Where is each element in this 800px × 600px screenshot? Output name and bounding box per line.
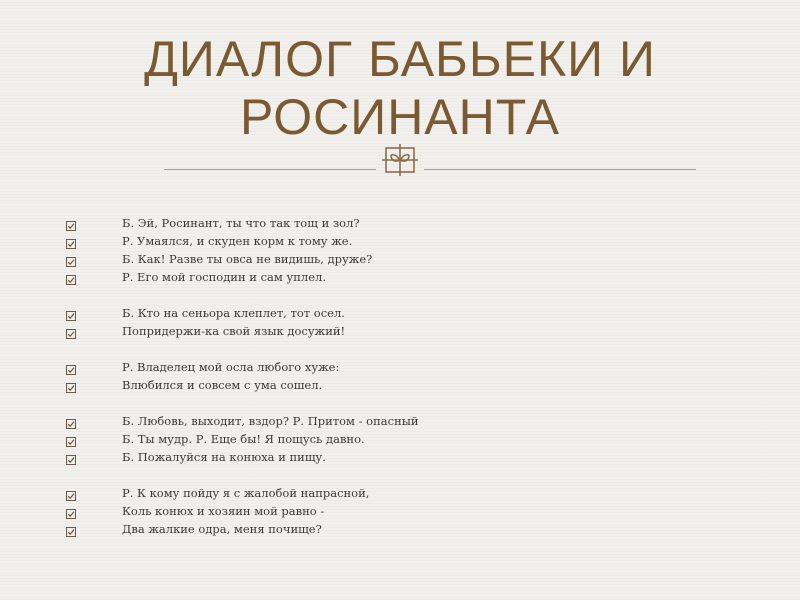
dialog-line-text: Б. Пожалуйся на конюха и пищу. <box>122 450 326 464</box>
checkmark-box-icon <box>66 506 76 516</box>
checkmark-box-icon <box>66 416 76 426</box>
stanza-gap <box>66 466 786 484</box>
title-divider-right <box>424 169 696 170</box>
dialog-line <box>66 448 786 466</box>
dialog-line <box>66 322 786 340</box>
dialog-line <box>66 376 786 394</box>
dialog-line-text: Р. Его мой господин и сам уплел. <box>122 270 327 284</box>
dialog-line <box>66 430 786 448</box>
checkmark-box-icon <box>66 308 76 318</box>
dialog-line-text: Попридержи-ка свой язык досужий! <box>122 324 346 338</box>
dialog-line <box>66 412 786 430</box>
dialog-line <box>66 250 786 268</box>
checkmark-box-icon <box>66 272 76 282</box>
dialog-line <box>66 268 786 286</box>
dialog-line-text: Б. Ты мудр. Р. Еще бы! Я пощусь давно. <box>122 432 365 446</box>
stanza-gap <box>66 394 786 412</box>
dialog-line-text: Р. Умаялся, и скуден корм к тому же. <box>122 234 353 248</box>
dialog-line-text: Влюбился и совсем с ума сошел. <box>122 378 323 392</box>
tied-ribbon-icon <box>380 140 420 180</box>
dialog-line-text: Б. Кто на сеньора клеплет, тот осел. <box>122 306 345 320</box>
checkmark-box-icon <box>66 218 76 228</box>
dialog-line <box>66 520 786 538</box>
stanza-gap <box>66 340 786 358</box>
dialog-line <box>66 214 786 232</box>
dialog-line-text: Б. Любовь, выходит, вздор? Р. Притом - опасный <box>122 414 419 428</box>
dialog-line <box>66 502 786 520</box>
checkmark-box-icon <box>66 488 76 498</box>
dialog-line <box>66 484 786 502</box>
dialog-line-text: Р. К кому пойду я с жалобой напрасной, <box>122 486 370 500</box>
checkmark-box-icon <box>66 326 76 336</box>
dialog-line-text: Б. Эй, Росинант, ты что так тощ и зол? <box>122 216 360 230</box>
dialog-line-text: Б. Как! Разве ты овса не видишь, друже? <box>122 252 373 266</box>
stanza-gap <box>66 286 786 304</box>
dialog-line <box>66 358 786 376</box>
dialog-line-text: Коль конюх и хозяин мой равно - <box>122 504 325 518</box>
dialog-text <box>66 214 786 538</box>
checkmark-box-icon <box>66 434 76 444</box>
dialog-line-text: Два жалкие одра, меня почище? <box>122 522 322 536</box>
dialog-line <box>66 232 786 250</box>
checkmark-box-icon <box>66 380 76 390</box>
slide-title-line-2: РОСИНАНТА <box>240 89 560 145</box>
checkmark-box-icon <box>66 452 76 462</box>
slide-title <box>60 30 740 146</box>
checkmark-box-icon <box>66 254 76 264</box>
title-divider-left <box>164 169 376 170</box>
checkmark-box-icon <box>66 362 76 372</box>
checkmark-box-icon <box>66 236 76 246</box>
slide-title-line-1: ДИАЛОГ БАБЬЕКИ И <box>144 31 656 87</box>
dialog-line <box>66 304 786 322</box>
dialog-line-text: Р. Владелец мой осла любого хуже: <box>122 360 340 374</box>
checkmark-box-icon <box>66 524 76 534</box>
